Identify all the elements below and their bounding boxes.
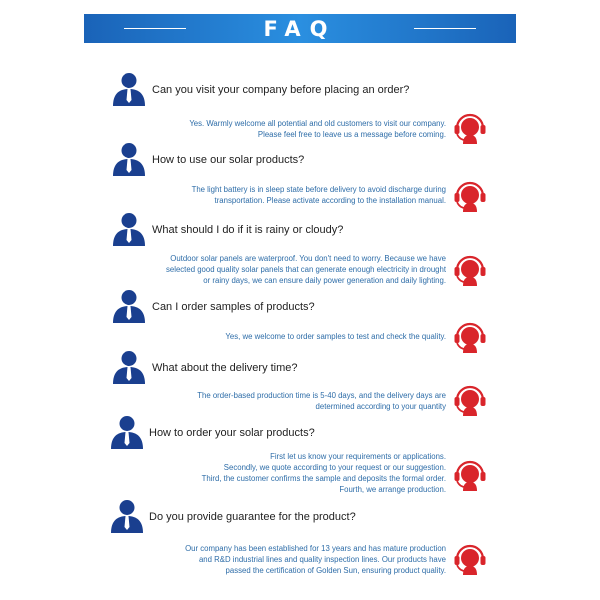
answer-line: The light battery is in sleep state before delivery to avoid discharge during	[191, 185, 446, 194]
person-icon	[112, 350, 146, 384]
faq-question: How to order your solar products?	[149, 427, 315, 439]
answer-line: determined according to your quantity	[315, 402, 446, 411]
answer-line: and R&D industrial lines and quality inspection lines. Our products have	[198, 555, 446, 564]
faq-question: Can I order samples of products?	[152, 301, 315, 313]
answer-line: Secondly, we quote according to your request or our suggestion.	[223, 463, 446, 472]
support-agent-icon	[452, 541, 488, 577]
faq-answer	[116, 543, 446, 576]
support-agent-icon	[452, 178, 488, 214]
answer-line: Fourth, we arrange production.	[339, 485, 446, 494]
answer-line: transportation. Please activate according to the installation manual.	[214, 196, 446, 205]
person-icon	[112, 142, 146, 176]
support-agent-icon	[452, 110, 488, 146]
answer-line: Yes. Warmly welcome all potential and old customers to visit our company.	[189, 119, 446, 128]
banner-line-right	[414, 28, 476, 29]
answer-line: Yes, we welcome to order samples to test and check the quality.	[225, 332, 446, 341]
support-agent-icon	[452, 252, 488, 288]
faq-question: Can you visit your company before placing an order?	[152, 84, 410, 96]
faq-banner	[84, 14, 516, 43]
person-icon	[112, 72, 146, 106]
faq-answer	[116, 390, 446, 412]
faq-answer	[116, 253, 446, 286]
faq-answer	[116, 184, 446, 206]
person-icon	[110, 415, 144, 449]
answer-line: Third, the customer confirms the sample and deposits the formal order.	[201, 474, 446, 483]
faq-question: What should I do if it is rainy or cloudy?	[152, 224, 344, 236]
support-agent-icon	[452, 457, 488, 493]
answer-line: Our company has been established for 13 years and has mature production	[185, 544, 446, 553]
faq-answer	[116, 451, 446, 495]
person-icon	[112, 212, 146, 246]
faq-answer	[116, 331, 446, 342]
faq-answer	[116, 118, 446, 140]
support-agent-icon	[452, 319, 488, 355]
answer-line: passed the certification of Golden Sun, ensuring product quality.	[225, 566, 446, 575]
support-agent-icon	[452, 382, 488, 418]
answer-line: selected good quality solar panels that can generate enough electricity in drought	[165, 265, 446, 274]
answer-line: First let us know your requirements or applications.	[270, 452, 446, 461]
answer-line: Please feel free to leave us a message before coming.	[257, 130, 446, 139]
faq-question: What about the delivery time?	[152, 362, 298, 374]
person-icon	[112, 289, 146, 323]
answer-line: The order-based production time is 5-40 days, and the delivery days are	[197, 391, 446, 400]
faq-question: How to use our solar products?	[152, 154, 305, 166]
answer-line: or rainy days, we can ensure daily power generation and daily lighting.	[203, 276, 446, 285]
answer-line: Outdoor solar panels are waterproof. You don't need to worry. Because we have	[170, 254, 446, 263]
faq-question: Do you provide guarantee for the product?	[149, 511, 356, 523]
page-title: FAQ	[263, 17, 337, 41]
person-icon	[110, 499, 144, 533]
